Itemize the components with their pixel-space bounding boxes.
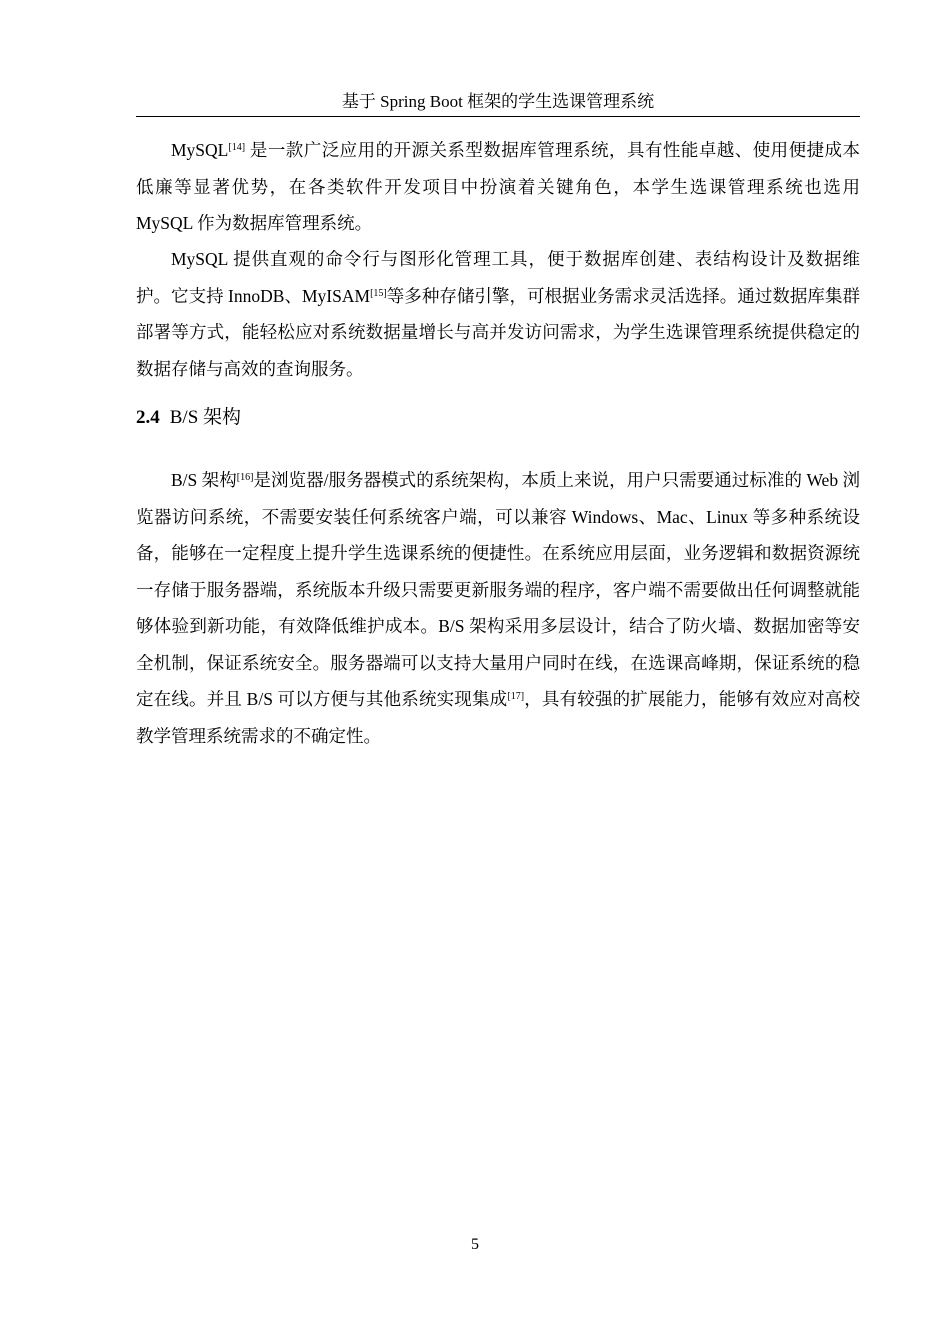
paragraph-mysql-intro: [136, 132, 860, 242]
section-title: B/S 架构: [169, 407, 242, 428]
citation-ref: [14]: [228, 142, 246, 153]
paragraph-text: MySQL 提供直观的命令行与图形化管理工具，便于数据库创建、表结构设计及数据维护。它支持 InnoDB、MyISAM: [136, 249, 860, 306]
citation-ref: [16]: [236, 472, 254, 483]
paragraph-text: 是一款广泛应用的开源关系型数据库管理系统，具有性能卓越、使用便捷成本低廉等显著优势，在各类软件开发项目中扮演着关键角色，本学生选课管理系统也选用 MySQL 作为数据库管理系统。: [136, 140, 860, 233]
section-number: 2.4: [136, 407, 160, 428]
page-header: [136, 88, 860, 117]
section-heading: [136, 400, 241, 436]
citation-ref: [17]: [507, 691, 525, 702]
paragraph-mysql-tools: [136, 241, 860, 387]
paragraph-text: 是浏览器/服务器模式的系统架构，本质上来说，用户只需要通过标准的 Web 浏览器访问系统，不需要安装任何系统客户端，可以兼容 Windows、Mac、Linux 等多种系统设备，能够在一定程度上提升学生选课系统的便捷性。在系统应用层面，业务逻辑和数据资源统一存储于服务器端，系统版本升级只需要更新服务端的程序，客户端不需要做出任何调整就能够体验到新功能，有效降低维护成本。B/S 架构采用多层设计，结合了防火墙、数据加密等安全机制，保证系统安全。服务器端可以支持大量用户同时在线，在选课高峰期，保证系统的稳定在线。并且 B/S 可以方便与其他系统实现集成: [136, 470, 860, 709]
paragraph-text: 等多种存储引擎，可根据业务需求灵活选择。通过数据库集群部署等方式，能轻松应对系统数据量增长与高并发访问需求，为学生选课管理系统提供稳定的数据存储与高效的查询服务。: [136, 285, 860, 379]
paragraph-text: ，具有较强的扩展能力，能够有效应对高校教学管理系统需求的不确定性。: [136, 689, 861, 746]
page-number: 5: [471, 1236, 479, 1253]
paragraph-text: MySQL: [171, 140, 229, 160]
paragraph-bs-architecture: [136, 462, 860, 754]
paragraph-text: B/S 架构: [171, 470, 237, 490]
header-title: 基于 Spring Boot 框架的学生选课管理系统: [341, 92, 655, 111]
citation-ref: [15]: [370, 287, 387, 299]
